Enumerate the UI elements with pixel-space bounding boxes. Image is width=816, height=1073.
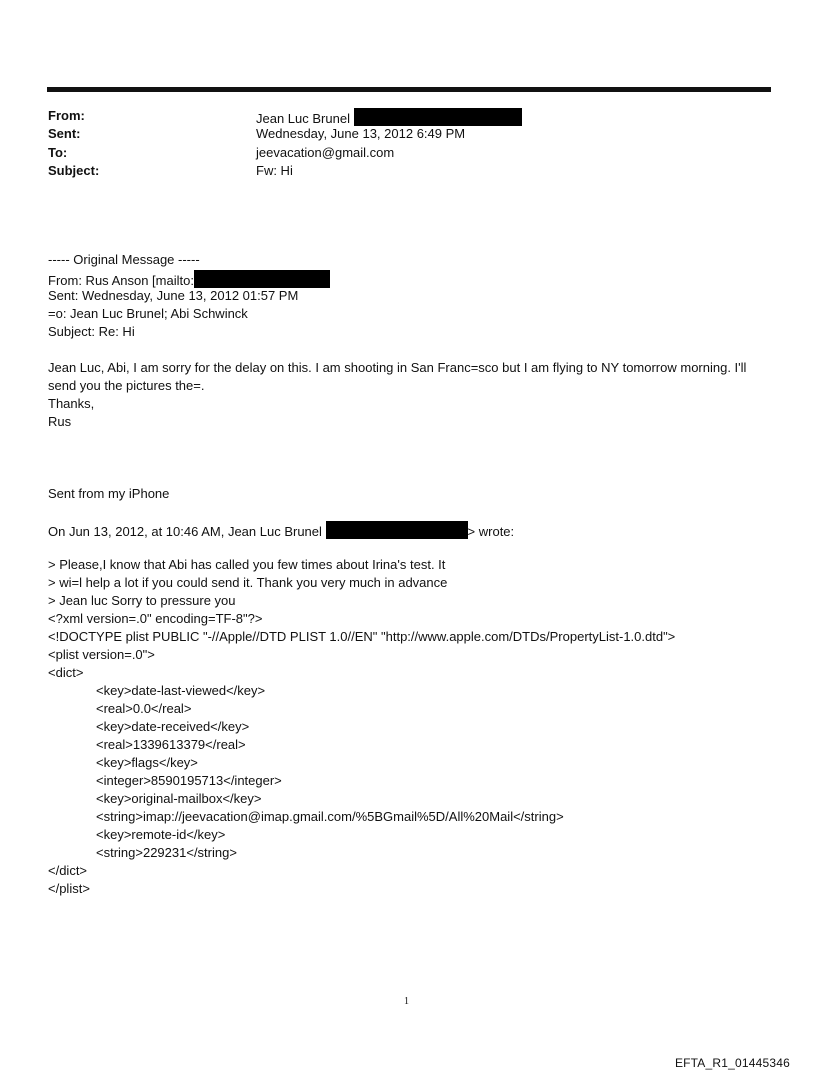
doctype-line: <!DOCTYPE plist PUBLIC "-//Apple//DTD PLIST 1.0//EN" "http://www.apple.com/DTDs/PropertyList-1.0.dtd"> xyxy=(48,629,676,644)
plist-entry: <key>flags</key> xyxy=(96,755,198,770)
wrote-suffix: > wrote: xyxy=(467,524,515,539)
plist-entry: <key>date-received</key> xyxy=(96,719,250,734)
to-label: To: xyxy=(48,145,68,160)
quoted-line: > Jean luc Sorry to pressure you xyxy=(48,593,236,608)
redaction-box xyxy=(326,521,468,539)
wrote-prefix: On Jun 13, 2012, at 10:46 AM, Jean Luc Brunel xyxy=(48,524,322,539)
original-subject: Subject: Re: Hi xyxy=(48,324,135,339)
signature-line: Rus xyxy=(48,414,72,429)
plist-entry: <string>imap://jeevacation@imap.gmail.com/%5BGmail%5D/All%20Mail</string> xyxy=(96,809,564,824)
sent-from-line: Sent from my iPhone xyxy=(48,486,170,501)
plist-entry: <key>remote-id</key> xyxy=(96,827,226,842)
original-sent: Sent: Wednesday, June 13, 2012 01:57 PM xyxy=(48,288,299,303)
page-number: 1 xyxy=(404,996,409,1007)
redaction-box xyxy=(354,108,522,126)
sent-label: Sent: xyxy=(48,126,81,141)
from-name: Jean Luc Brunel xyxy=(256,111,350,126)
xml-declaration: <?xml version=.0" encoding=TF-8"?> xyxy=(48,611,263,626)
plist-entry: <real>0.0</real> xyxy=(96,701,192,716)
document-id: EFTA_R1_01445346 xyxy=(674,1056,790,1070)
original-to: =o: Jean Luc Brunel; Abi Schwinck xyxy=(48,306,248,321)
plist-entry: <real>1339613379</real> xyxy=(96,737,246,752)
plist-entry: <key>original-mailbox</key> xyxy=(96,791,262,806)
from-value xyxy=(256,108,522,126)
from-label: From: xyxy=(48,108,85,123)
dict-open: <dict> xyxy=(48,665,84,680)
quoted-line: > Please,I know that Abi has called you few times about Irina's test. It xyxy=(48,557,446,572)
to-value: jeevacation@gmail.com xyxy=(256,145,395,160)
redaction-box xyxy=(194,270,330,288)
body-line: Jean Luc, Abi, I am sorry for the delay on this. I am shooting in San Franc=sco but I am flying to NY tomorrow morning. I'll xyxy=(48,360,747,375)
thanks-line: Thanks, xyxy=(48,396,95,411)
original-from-text: From: Rus Anson [mailto: xyxy=(48,273,194,288)
dict-close: </dict> xyxy=(48,863,88,878)
plist-close: </plist> xyxy=(48,881,90,896)
plist-open: <plist version=.0"> xyxy=(48,647,155,662)
subject-value: Fw: Hi xyxy=(256,163,293,178)
original-from xyxy=(48,270,330,288)
body-line: send you the pictures the=. xyxy=(48,378,205,393)
subject-label: Subject: xyxy=(48,163,100,178)
header-rule xyxy=(47,87,771,92)
wrote-line xyxy=(48,521,514,539)
plist-entry: <string>229231</string> xyxy=(96,845,237,860)
plist-entry: <key>date-last-viewed</key> xyxy=(96,683,266,698)
plist-entry: <integer>8590195713</integer> xyxy=(96,773,282,788)
sent-value: Wednesday, June 13, 2012 6:49 PM xyxy=(256,126,466,141)
original-separator: ----- Original Message ----- xyxy=(48,252,200,267)
quoted-line: > wi=l help a lot if you could send it. Thank you very much in advance xyxy=(48,575,448,590)
